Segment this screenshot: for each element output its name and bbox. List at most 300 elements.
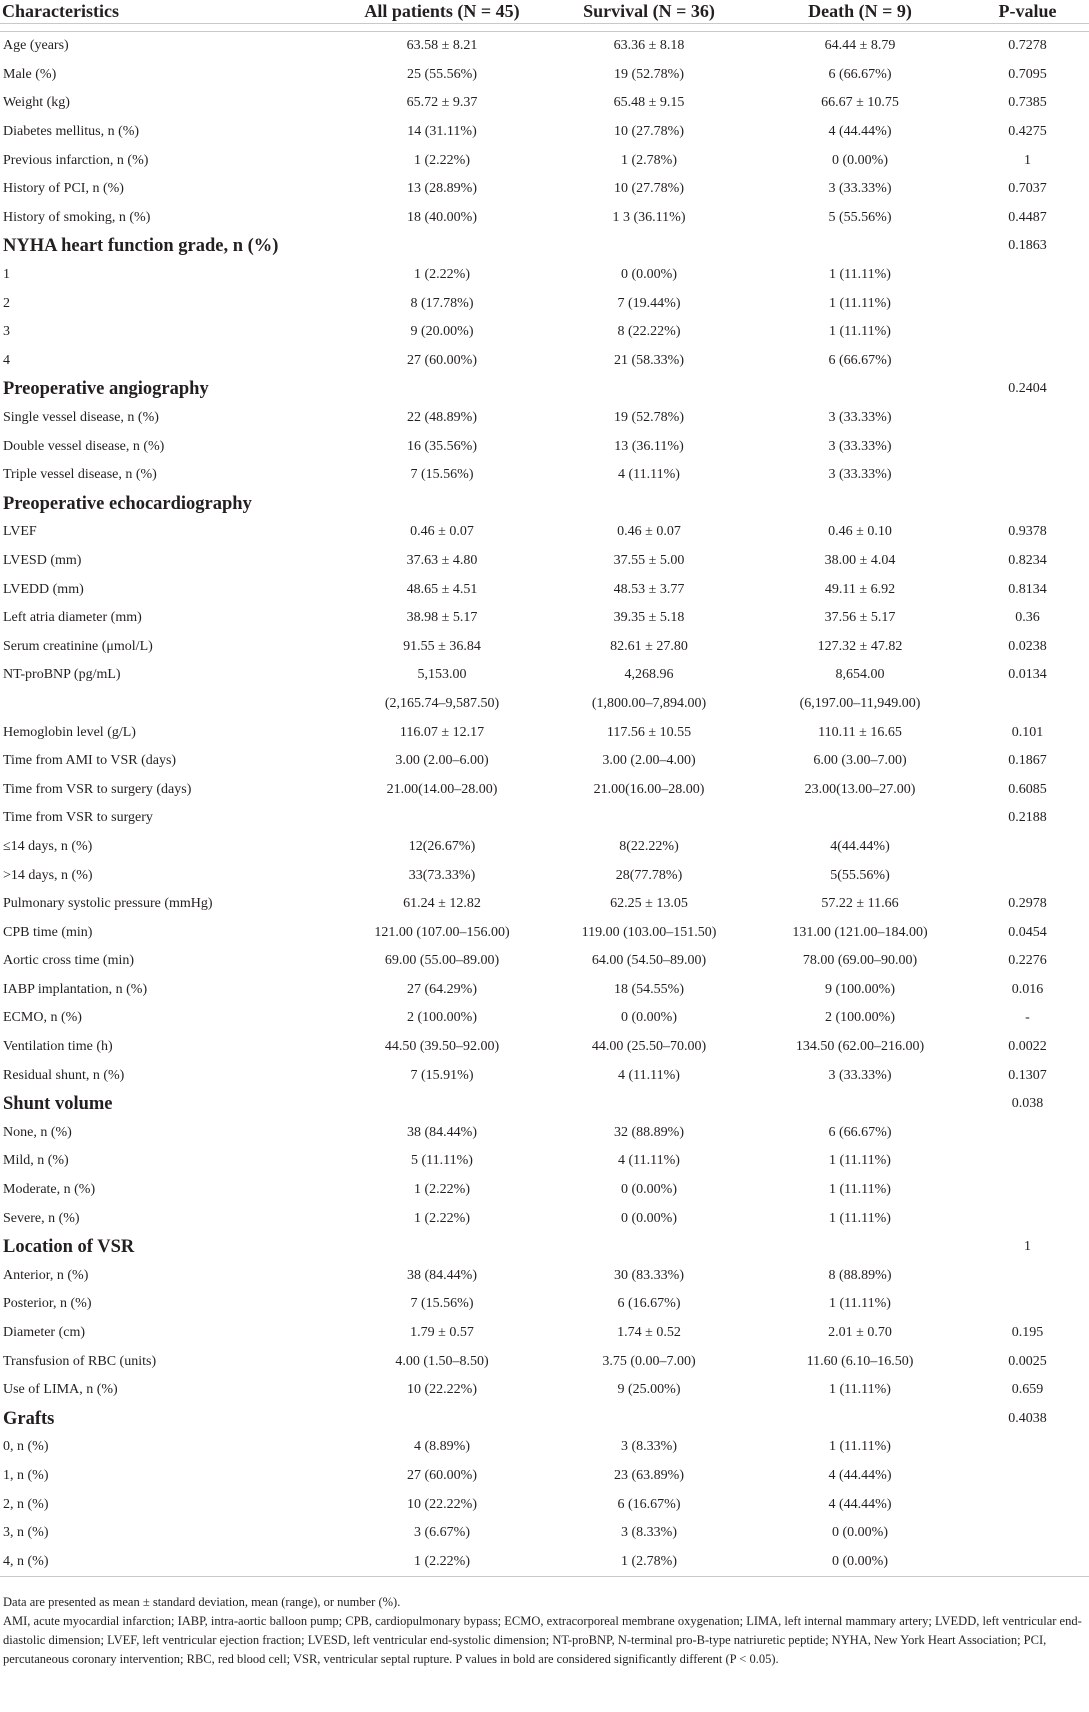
- cell-all-patients: 3 (6.67%): [414, 1525, 470, 1541]
- cell-p-value: 0.7385: [1008, 95, 1047, 111]
- cell-p-value: 0.9378: [1008, 524, 1047, 540]
- cell-death: 1 (11.11%): [829, 267, 891, 283]
- cell-all-patients: (2,165.74–9,587.50): [384, 695, 500, 711]
- cell-death: 37.56 ± 5.17: [824, 610, 896, 626]
- header-p-value: P-value: [998, 1, 1057, 21]
- row-label: LVEDD (mm): [3, 581, 84, 597]
- table-row: [0, 1433, 1089, 1462]
- header-spacer: [0, 24, 1089, 32]
- cell-p-value: [966, 1490, 1089, 1519]
- cell-survival: 65.48 ± 9.15: [613, 95, 685, 111]
- cell-death: 8 (88.89%): [828, 1267, 892, 1283]
- cell-survival: 1 (2.78%): [621, 152, 677, 168]
- row-label: Single vessel disease, n (%): [3, 410, 159, 426]
- cell-p-value: 0.36: [1015, 610, 1040, 626]
- cell-p-value: [966, 1262, 1089, 1291]
- row-label: Anterior, n (%): [3, 1267, 89, 1283]
- row-label: LVESD (mm): [3, 552, 82, 568]
- cell-death: [754, 490, 966, 519]
- cell-survival: [544, 1405, 754, 1434]
- cell-all-patients: 37.63 ± 4.80: [406, 552, 478, 568]
- table-row: [0, 718, 1089, 747]
- table-row: [0, 804, 1089, 833]
- cell-all-patients: 1 (2.22%): [414, 1182, 470, 1198]
- cell-survival: 0 (0.00%): [621, 1182, 677, 1198]
- cell-p-value: 0.8134: [1008, 581, 1047, 597]
- footnote-data-presentation: Data are presented as mean ± standard deviation, mean (range), or number (%).: [3, 1595, 401, 1610]
- cell-all-patients: 38 (84.44%): [407, 1267, 477, 1283]
- cell-survival: 44.00 (25.50–70.00): [591, 1039, 707, 1055]
- table-row: [0, 89, 1089, 118]
- cell-survival: 62.25 ± 13.05: [610, 896, 688, 912]
- cell-all-patients: 4 (8.89%): [414, 1439, 470, 1455]
- cell-survival: 21.00(16.00–28.00): [593, 781, 705, 797]
- cell-death: 4 (44.44%): [828, 1496, 892, 1512]
- row-label: >14 days, n (%): [3, 867, 93, 883]
- cell-survival: [544, 1233, 754, 1262]
- cell-all-patients: 116.07 ± 12.17: [399, 724, 485, 740]
- cell-death: 131.00 (121.00–184.00): [792, 924, 928, 940]
- cell-all-patients: 9 (20.00%): [410, 324, 474, 340]
- header-row: [0, 0, 1089, 24]
- cell-death: [754, 232, 966, 261]
- cell-all-patients: 13 (28.89%): [407, 181, 477, 197]
- cell-survival: 39.35 ± 5.18: [613, 610, 685, 626]
- row-label: 4: [3, 352, 10, 368]
- row-label: Diameter (cm): [3, 1325, 86, 1341]
- cell-survival: 3.00 (2.00–4.00): [602, 753, 696, 769]
- cell-death: 38.00 ± 4.04: [824, 552, 896, 568]
- table-row: [0, 1033, 1089, 1062]
- cell-survival: [544, 804, 754, 833]
- cell-survival: 0 (0.00%): [621, 1210, 677, 1226]
- section-header-row: [0, 375, 1089, 404]
- cell-death: [754, 1233, 966, 1262]
- row-label: [0, 690, 340, 719]
- row-label: Pulmonary systolic pressure (mmHg): [3, 896, 213, 912]
- cell-survival: 63.36 ± 8.18: [613, 38, 685, 54]
- row-label: History of smoking, n (%): [3, 209, 151, 225]
- cell-p-value: 0.7095: [1008, 66, 1047, 82]
- row-label: LVEF: [3, 524, 37, 540]
- cell-survival: 0 (0.00%): [621, 1010, 677, 1026]
- section-title: Preoperative angiography: [3, 379, 209, 400]
- cell-p-value: [966, 1547, 1089, 1576]
- row-label: Age (years): [3, 38, 69, 54]
- cell-survival: 3 (8.33%): [621, 1525, 677, 1541]
- cell-death: 6 (66.67%): [828, 352, 892, 368]
- cell-death: 134.50 (62.00–216.00): [795, 1039, 925, 1055]
- cell-survival: 21 (58.33%): [614, 352, 684, 368]
- row-label: 1: [3, 267, 10, 283]
- section-title: Grafts: [3, 1408, 55, 1429]
- section-title: Location of VSR: [3, 1237, 135, 1258]
- cell-all-patients: 1 (2.22%): [414, 267, 470, 283]
- cell-p-value: [966, 1290, 1089, 1319]
- cell-p-value: [966, 690, 1089, 719]
- cell-death: 6 (66.67%): [828, 66, 892, 82]
- cell-all-patients: 38.98 ± 5.17: [406, 610, 478, 626]
- cell-all-patients: 1 (2.22%): [414, 1210, 470, 1226]
- row-label: CPB time (min): [3, 924, 93, 940]
- cell-death: [754, 375, 966, 404]
- row-label: Previous infarction, n (%): [3, 152, 149, 168]
- cell-all-patients: 21.00(14.00–28.00): [386, 781, 498, 797]
- cell-all-patients: [340, 1090, 544, 1119]
- table-row: [0, 976, 1089, 1005]
- cell-all-patients: 65.72 ± 9.37: [406, 95, 478, 111]
- row-label: Hemoglobin level (g/L): [3, 724, 136, 740]
- section-title: Shunt volume: [3, 1094, 113, 1115]
- row-label: Serum creatinine (μmol/L): [3, 638, 153, 654]
- row-label: 2, n (%): [3, 1496, 49, 1512]
- cell-all-patients: [340, 490, 544, 519]
- cell-survival: 0 (0.00%): [621, 267, 677, 283]
- cell-p-value: 0.0454: [1008, 924, 1047, 940]
- cell-all-patients: 10 (22.22%): [407, 1382, 477, 1398]
- cell-survival: [544, 375, 754, 404]
- cell-p-value: 0.7278: [1008, 38, 1047, 54]
- table-row: [0, 1490, 1089, 1519]
- row-label: 3, n (%): [3, 1525, 49, 1541]
- table-row: [0, 461, 1089, 490]
- footnote-abbreviations: AMI, acute myocardial infarction; IABP, intra-aortic balloon pump; CPB, cardiopulmonary bypass; ECMO, extracorporeal membrane oxygenation; LIMA, left internal mammary artery; LVEDD, left ventricular end-diastolic dimension; LVEF, left ventricular ejection fraction; LVESD, left ventricular end-systolic dimension; NT-proBNP, N-terminal pro-B-type natriuretic peptide; NYHA, New York Heart Association; PCI, percutaneous coronary intervention; RBC, red blood cell; VSR, ventricular septal rupture. P values in bold are considered significantly different (P < 0.05).: [3, 1614, 1082, 1667]
- cell-death: 0.46 ± 0.10: [828, 524, 892, 540]
- cell-survival: 10 (27.78%): [614, 124, 684, 140]
- cell-death: 3 (33.33%): [828, 467, 892, 483]
- cell-death: 1 (11.11%): [829, 1296, 891, 1312]
- cell-all-patients: 22 (48.89%): [407, 410, 477, 426]
- section-title: Preoperative echocardiography: [3, 493, 252, 514]
- cell-survival: 4 (11.11%): [618, 1067, 680, 1083]
- cell-all-patients: 63.58 ± 8.21: [406, 38, 478, 54]
- table-row: [0, 318, 1089, 347]
- cell-p-value: [966, 1147, 1089, 1176]
- cell-all-patients: [340, 804, 544, 833]
- cell-p-value: 0.0238: [1008, 638, 1047, 654]
- cell-all-patients: 1 (2.22%): [414, 152, 470, 168]
- cell-death: 1 (11.11%): [829, 1382, 891, 1398]
- row-label: 4, n (%): [3, 1553, 49, 1569]
- cell-all-patients: 61.24 ± 12.82: [403, 896, 481, 912]
- row-label: Posterior, n (%): [3, 1296, 92, 1312]
- cell-all-patients: 5,153.00: [417, 667, 467, 683]
- cell-survival: 119.00 (103.00–151.50): [581, 924, 717, 940]
- cell-p-value: 0.1307: [1008, 1067, 1047, 1083]
- cell-survival: 6 (16.67%): [617, 1296, 681, 1312]
- cell-p-value: 0.1867: [1008, 753, 1047, 769]
- cell-death: 6 (66.67%): [828, 1124, 892, 1140]
- cell-death: [754, 804, 966, 833]
- table-row: [0, 861, 1089, 890]
- table-row: [0, 175, 1089, 204]
- cell-p-value: 0.1863: [1008, 238, 1047, 254]
- cell-death: 64.44 ± 8.79: [824, 38, 896, 54]
- table-row: [0, 1547, 1089, 1576]
- row-label: Aortic cross time (min): [3, 953, 135, 969]
- cell-survival: 0.46 ± 0.07: [617, 524, 681, 540]
- table-row: [0, 1519, 1089, 1548]
- cell-death: 66.67 ± 10.75: [821, 95, 899, 111]
- table-row: [0, 833, 1089, 862]
- table-row: [0, 547, 1089, 576]
- cell-death: 2.01 ± 0.70: [828, 1325, 892, 1341]
- cell-survival: 82.61 ± 27.80: [610, 638, 688, 654]
- section-title: NYHA heart function grade, n (%): [3, 236, 279, 257]
- row-label: Mild, n (%): [3, 1153, 69, 1169]
- cell-death: 3 (33.33%): [828, 181, 892, 197]
- cell-death: 78.00 (69.00–90.00): [802, 953, 918, 969]
- table-row: [0, 118, 1089, 147]
- cell-p-value: [966, 432, 1089, 461]
- row-label: Male (%): [3, 66, 57, 82]
- cell-survival: 1 (2.78%): [621, 1553, 677, 1569]
- table-row: [0, 1347, 1089, 1376]
- cell-survival: 8(22.22%): [619, 838, 679, 854]
- cell-p-value: 0.7037: [1008, 181, 1047, 197]
- cell-survival: 1 3 (36.11%): [612, 209, 686, 225]
- table-row: [0, 1004, 1089, 1033]
- cell-all-patients: 7 (15.56%): [410, 467, 474, 483]
- cell-p-value: 0.2404: [1008, 381, 1047, 397]
- cell-p-value: [966, 490, 1089, 519]
- cell-survival: (1,800.00–7,894.00): [591, 695, 707, 711]
- header-all-patients: All patients (N = 45): [364, 1, 520, 21]
- cell-survival: 117.56 ± 10.55: [606, 724, 692, 740]
- cell-all-patients: 121.00 (107.00–156.00): [374, 924, 510, 940]
- cell-p-value: 0.4275: [1008, 124, 1047, 140]
- table-row: [0, 32, 1089, 61]
- table-header: [0, 0, 1089, 32]
- row-label: 3: [3, 324, 10, 340]
- cell-all-patients: 48.65 ± 4.51: [406, 581, 478, 597]
- cell-survival: 8 (22.22%): [617, 324, 681, 340]
- row-label: ≤14 days, n (%): [3, 838, 93, 854]
- section-header-row: [0, 1090, 1089, 1119]
- section-header-row: [0, 1233, 1089, 1262]
- cell-survival: 3 (8.33%): [621, 1439, 677, 1455]
- cell-death: 1 (11.11%): [829, 1439, 891, 1455]
- table-row: [0, 890, 1089, 919]
- cell-survival: 4 (11.11%): [618, 467, 680, 483]
- cell-p-value: [966, 1119, 1089, 1148]
- header-death: Death (N = 9): [808, 1, 912, 21]
- cell-p-value: [966, 404, 1089, 433]
- cell-all-patients: 27 (60.00%): [407, 352, 477, 368]
- row-label: 0, n (%): [3, 1439, 49, 1455]
- cell-p-value: -: [1025, 1010, 1030, 1026]
- section-header-row: [0, 1405, 1089, 1434]
- cell-death: 3 (33.33%): [828, 410, 892, 426]
- cell-death: 1 (11.11%): [829, 295, 891, 311]
- cell-all-patients: 10 (22.22%): [407, 1496, 477, 1512]
- row-label: Diabetes mellitus, n (%): [3, 124, 140, 140]
- table-row: [0, 918, 1089, 947]
- cell-death: 1 (11.11%): [829, 1153, 891, 1169]
- cell-death: 1 (11.11%): [829, 324, 891, 340]
- cell-survival: 13 (36.11%): [614, 438, 684, 454]
- cell-survival: 37.55 ± 5.00: [613, 552, 685, 568]
- cell-p-value: 0.2188: [1008, 810, 1047, 826]
- table-row: [0, 61, 1089, 90]
- table-row: [0, 947, 1089, 976]
- row-label: Moderate, n (%): [3, 1182, 96, 1198]
- cell-death: 0 (0.00%): [832, 1525, 888, 1541]
- cell-all-patients: 69.00 (55.00–89.00): [384, 953, 500, 969]
- cell-death: 57.22 ± 11.66: [821, 896, 899, 912]
- cell-all-patients: 12(26.67%): [408, 838, 476, 854]
- row-label: 2: [3, 295, 10, 311]
- cell-all-patients: 33(73.33%): [408, 867, 476, 883]
- section-header-row: [0, 490, 1089, 519]
- cell-death: 1 (11.11%): [829, 1210, 891, 1226]
- cell-p-value: [966, 461, 1089, 490]
- cell-death: 4 (44.44%): [828, 124, 892, 140]
- cell-death: [754, 1090, 966, 1119]
- cell-all-patients: 27 (64.29%): [407, 981, 477, 997]
- table-row: [0, 1061, 1089, 1090]
- cell-survival: 3.75 (0.00–7.00): [602, 1353, 696, 1369]
- table-row: [0, 204, 1089, 233]
- table-row: [0, 1462, 1089, 1491]
- table-row: [0, 1147, 1089, 1176]
- table-row: [0, 146, 1089, 175]
- cell-survival: 28(77.78%): [615, 867, 683, 883]
- cell-all-patients: [340, 1233, 544, 1262]
- cell-all-patients: 38 (84.44%): [407, 1124, 477, 1140]
- cell-p-value: 0.038: [1011, 1096, 1044, 1112]
- cell-p-value: [966, 261, 1089, 290]
- cell-death: 3 (33.33%): [828, 1067, 892, 1083]
- cell-all-patients: 14 (31.11%): [407, 124, 477, 140]
- cell-all-patients: 18 (40.00%): [407, 209, 477, 225]
- cell-survival: 48.53 ± 3.77: [613, 581, 685, 597]
- row-label: 1, n (%): [3, 1467, 49, 1483]
- cell-survival: 30 (83.33%): [614, 1267, 684, 1283]
- table-row: [0, 1376, 1089, 1405]
- cell-all-patients: 0.46 ± 0.07: [410, 524, 474, 540]
- cell-death: 49.11 ± 6.92: [824, 581, 896, 597]
- cell-p-value: [966, 861, 1089, 890]
- table-row: [0, 347, 1089, 376]
- table-row: [0, 1290, 1089, 1319]
- table-row: [0, 1319, 1089, 1348]
- cell-all-patients: 91.55 ± 36.84: [403, 638, 481, 654]
- cell-p-value: 0.195: [1011, 1325, 1044, 1341]
- cell-death: 127.32 ± 47.82: [817, 638, 903, 654]
- cell-p-value: [966, 1519, 1089, 1548]
- cell-all-patients: 1 (2.22%): [414, 1553, 470, 1569]
- cell-all-patients: 8 (17.78%): [410, 295, 474, 311]
- row-label: ECMO, n (%): [3, 1010, 82, 1026]
- table-row: [0, 1119, 1089, 1148]
- cell-survival: 64.00 (54.50–89.00): [591, 953, 707, 969]
- table-row: [0, 1204, 1089, 1233]
- cell-p-value: 1: [1024, 152, 1031, 168]
- cell-all-patients: 1.79 ± 0.57: [410, 1325, 474, 1341]
- cell-survival: [544, 490, 754, 519]
- cell-p-value: [966, 1204, 1089, 1233]
- cell-death: 23.00(13.00–27.00): [804, 781, 916, 797]
- cell-p-value: 0.101: [1011, 724, 1044, 740]
- cell-p-value: 0.0022: [1008, 1039, 1047, 1055]
- table-body: [0, 32, 1089, 1577]
- cell-survival: 4 (11.11%): [618, 1153, 680, 1169]
- table-row: [0, 690, 1089, 719]
- table-row: [0, 1262, 1089, 1291]
- cell-all-patients: 7 (15.91%): [410, 1067, 474, 1083]
- table-row: [0, 747, 1089, 776]
- cell-p-value: [966, 833, 1089, 862]
- cell-death: 8,654.00: [835, 667, 885, 683]
- cell-death: 6.00 (3.00–7.00): [813, 753, 907, 769]
- cell-all-patients: [340, 1405, 544, 1434]
- cell-p-value: 0.4487: [1008, 209, 1047, 225]
- cell-p-value: 0.0134: [1008, 667, 1047, 683]
- table-row: [0, 632, 1089, 661]
- cell-death: 11.60 (6.10–16.50): [806, 1353, 914, 1369]
- row-label: Double vessel disease, n (%): [3, 438, 165, 454]
- cell-survival: 4,268.96: [624, 667, 674, 683]
- cell-survival: 6 (16.67%): [617, 1496, 681, 1512]
- cell-all-patients: 3.00 (2.00–6.00): [395, 753, 489, 769]
- cell-p-value: 0.0025: [1008, 1353, 1047, 1369]
- cell-death: 110.11 ± 16.65: [818, 724, 902, 740]
- cell-p-value: 0.016: [1011, 981, 1044, 997]
- table-row: [0, 575, 1089, 604]
- cell-death: 5 (55.56%): [828, 209, 892, 225]
- cell-all-patients: 25 (55.56%): [407, 66, 477, 82]
- cell-death: 4(44.44%): [830, 838, 890, 854]
- cell-all-patients: [340, 375, 544, 404]
- row-label: NT-proBNP (pg/mL): [3, 667, 121, 683]
- cell-p-value: 0.659: [1011, 1382, 1044, 1398]
- cell-survival: 23 (63.89%): [614, 1467, 684, 1483]
- cell-all-patients: 7 (15.56%): [410, 1296, 474, 1312]
- row-label: IABP implantation, n (%): [3, 981, 148, 997]
- cell-all-patients: 44.50 (39.50–92.00): [384, 1039, 500, 1055]
- cell-all-patients: 27 (60.00%): [407, 1467, 477, 1483]
- table-row: [0, 661, 1089, 690]
- cell-survival: 18 (54.55%): [614, 981, 684, 997]
- table-footnote: [0, 1577, 1089, 1669]
- cell-death: 1 (11.11%): [829, 1182, 891, 1198]
- cell-survival: [544, 232, 754, 261]
- section-header-row: [0, 232, 1089, 261]
- cell-all-patients: 5 (11.11%): [411, 1153, 473, 1169]
- table-row: [0, 404, 1089, 433]
- row-label: Severe, n (%): [3, 1210, 80, 1226]
- cell-all-patients: 16 (35.56%): [407, 438, 477, 454]
- row-label: Transfusion of RBC (units): [3, 1353, 157, 1369]
- cell-p-value: [966, 1433, 1089, 1462]
- cell-p-value: [966, 289, 1089, 318]
- row-label: Use of LIMA, n (%): [3, 1382, 118, 1398]
- table-row: [0, 518, 1089, 547]
- cell-death: 5(55.56%): [830, 867, 890, 883]
- header-survival: Survival (N = 36): [583, 1, 715, 21]
- cell-p-value: [966, 1176, 1089, 1205]
- cell-death: 4 (44.44%): [828, 1467, 892, 1483]
- cell-p-value: 0.2276: [1008, 953, 1047, 969]
- cell-survival: 7 (19.44%): [617, 295, 681, 311]
- table-row: [0, 432, 1089, 461]
- header-characteristics: Characteristics: [2, 1, 119, 21]
- cell-p-value: 0.4038: [1008, 1410, 1047, 1426]
- cell-death: 0 (0.00%): [832, 152, 888, 168]
- cell-death: 3 (33.33%): [828, 438, 892, 454]
- cell-all-patients: 4.00 (1.50–8.50): [395, 1353, 489, 1369]
